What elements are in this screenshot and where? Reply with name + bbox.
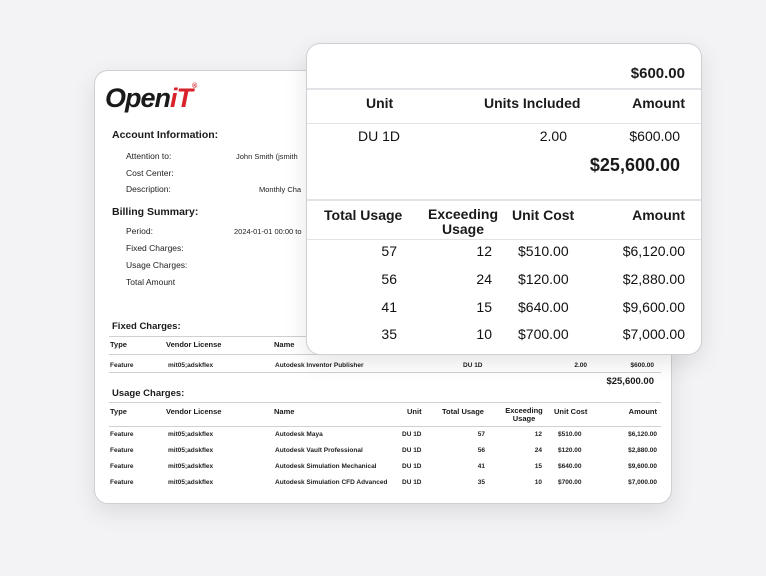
- cell-cost: $120.00: [558, 447, 582, 454]
- cell-vendor: mit05;adskflex: [168, 431, 214, 438]
- cell-cost: $640.00: [558, 463, 582, 470]
- cell-exceeding: 12: [476, 243, 492, 259]
- fixed-charges-heading: Fixed Charges:: [112, 321, 181, 332]
- zoom-col-unit-cost: Unit Cost: [512, 207, 575, 223]
- col-type: Type: [110, 407, 127, 416]
- cell-unit: DU 1D: [402, 463, 422, 470]
- total-amount-label: Total Amount: [126, 277, 176, 287]
- zoom-col-exceeding-line2: Usage: [441, 221, 485, 237]
- cell-amount: $7,000.00: [628, 479, 657, 486]
- cell-vendor: mit05;adskflex: [168, 362, 214, 369]
- zoom-col-total-usage: Total Usage: [324, 207, 403, 223]
- cell-type: Feature: [110, 447, 134, 454]
- description-label: Description:: [126, 184, 171, 194]
- zoom-top-amount: $600.00: [630, 65, 685, 82]
- zoom-col-amount: Amount: [632, 207, 685, 223]
- cell-name: Autodesk Simulation Mechanical: [275, 463, 377, 470]
- cell-name: Autodesk Vault Professional: [275, 447, 363, 454]
- account-info-heading: Account Information:: [112, 129, 219, 141]
- period-value: 2024-01-01 00:00 to: [234, 227, 302, 236]
- cell-unit: DU 1D: [402, 479, 422, 486]
- cell-amount: $2,880.00: [622, 271, 685, 287]
- cell-unit: DU 1D: [402, 431, 422, 438]
- cell-exceeding: 15: [476, 299, 492, 315]
- attention-value: John Smith (jsmith: [236, 152, 298, 161]
- cell-unit: DU 1D: [463, 362, 483, 369]
- cell-name: Autodesk Maya: [275, 431, 323, 438]
- zoomed-invoice-card: [306, 43, 702, 355]
- divider: [307, 199, 701, 201]
- divider: [307, 88, 701, 90]
- cell-exceeding: 12: [534, 431, 542, 438]
- usage-charges-heading: Usage Charges:: [112, 388, 185, 399]
- fixed-total: $25,600.00: [606, 376, 654, 387]
- cell-amount: $600.00: [630, 362, 654, 369]
- cell-exceeding: 15: [534, 463, 542, 470]
- cell-vendor: mit05;adskflex: [168, 463, 214, 470]
- cell-total: 41: [477, 463, 485, 470]
- billing-summary-heading: Billing Summary:: [112, 206, 199, 218]
- cell-type: Feature: [110, 431, 134, 438]
- col-name: Name: [274, 340, 295, 349]
- cell-cost: $510.00: [518, 243, 569, 259]
- zoom-col-amount: Amount: [632, 95, 685, 111]
- zoom-col-included: Units Included: [484, 95, 581, 111]
- cell-type: Feature: [110, 362, 134, 369]
- cell-included: 2.00: [539, 128, 567, 144]
- cell-cost: $700.00: [518, 326, 569, 342]
- cell-type: Feature: [110, 463, 134, 470]
- divider: [307, 239, 701, 240]
- cell-vendor: mit05;adskflex: [168, 479, 214, 486]
- cell-name: Autodesk Simulation CFD Advanced: [275, 479, 388, 486]
- openit-logo: OpeniT®: [105, 83, 197, 113]
- cell-exceeding: 24: [534, 447, 542, 454]
- col-exceeding-line2: Usage: [512, 414, 536, 423]
- col-vendor: Vendor License: [166, 340, 222, 349]
- cell-exceeding: 10: [534, 479, 542, 486]
- col-unit: Unit: [407, 407, 422, 416]
- cell-type: Feature: [110, 479, 134, 486]
- cell-cost: $510.00: [558, 431, 582, 438]
- cell-cost: $640.00: [518, 299, 569, 315]
- col-name: Name: [274, 407, 295, 416]
- cell-amount: $9,600.00: [622, 299, 685, 315]
- divider: [109, 402, 661, 403]
- fixed-charges-label: Fixed Charges:: [126, 243, 184, 253]
- cell-amount: $2,880.00: [628, 447, 657, 454]
- col-vendor: Vendor License: [166, 407, 222, 416]
- cell-unit: DU 1D: [358, 128, 401, 144]
- divider: [109, 426, 661, 427]
- divider: [307, 123, 701, 124]
- cell-total: 56: [477, 447, 485, 454]
- cell-total: 41: [381, 299, 397, 315]
- cell-total: 35: [381, 326, 397, 342]
- col-exceeding: [501, 407, 547, 423]
- col-unit-cost: Unit Cost: [554, 407, 588, 416]
- usage-charges-label: Usage Charges:: [126, 260, 188, 270]
- col-type: Type: [110, 340, 127, 349]
- cell-amount: $600.00: [629, 128, 680, 144]
- zoom-fixed-total: $25,600.00: [589, 155, 680, 175]
- zoom-col-exceeding-line1: Exceeding: [427, 206, 499, 222]
- cell-unit: DU 1D: [402, 447, 422, 454]
- period-label: Period:: [126, 226, 153, 236]
- cell-amount: $6,120.00: [628, 431, 657, 438]
- cost-center-label: Cost Center:: [126, 168, 174, 178]
- col-exceeding-line1: Exceeding: [505, 406, 543, 415]
- col-amount: Amount: [628, 407, 657, 416]
- cell-amount: $7,000.00: [622, 326, 685, 342]
- cell-total: 57: [477, 431, 485, 438]
- cell-included: 2.00: [574, 362, 587, 369]
- divider: [109, 372, 661, 373]
- attention-label: Attention to:: [126, 151, 172, 161]
- cell-name: Autodesk Inventor Publisher: [275, 362, 364, 369]
- cell-total: 56: [381, 271, 397, 287]
- cell-amount: $9,600.00: [628, 463, 657, 470]
- cell-total: 57: [381, 243, 397, 259]
- cell-exceeding: 24: [476, 271, 492, 287]
- zoom-col-unit: Unit: [366, 95, 394, 111]
- cell-total: 35: [477, 479, 485, 486]
- col-total-usage: Total Usage: [442, 407, 484, 416]
- cell-vendor: mit05;adskflex: [168, 447, 214, 454]
- cell-amount: $6,120.00: [622, 243, 685, 259]
- cell-exceeding: 10: [476, 326, 492, 342]
- cell-cost: $120.00: [518, 271, 569, 287]
- zoom-col-exceeding: [421, 207, 505, 237]
- description-value: Monthly Cha: [259, 185, 302, 194]
- cell-cost: $700.00: [558, 479, 582, 486]
